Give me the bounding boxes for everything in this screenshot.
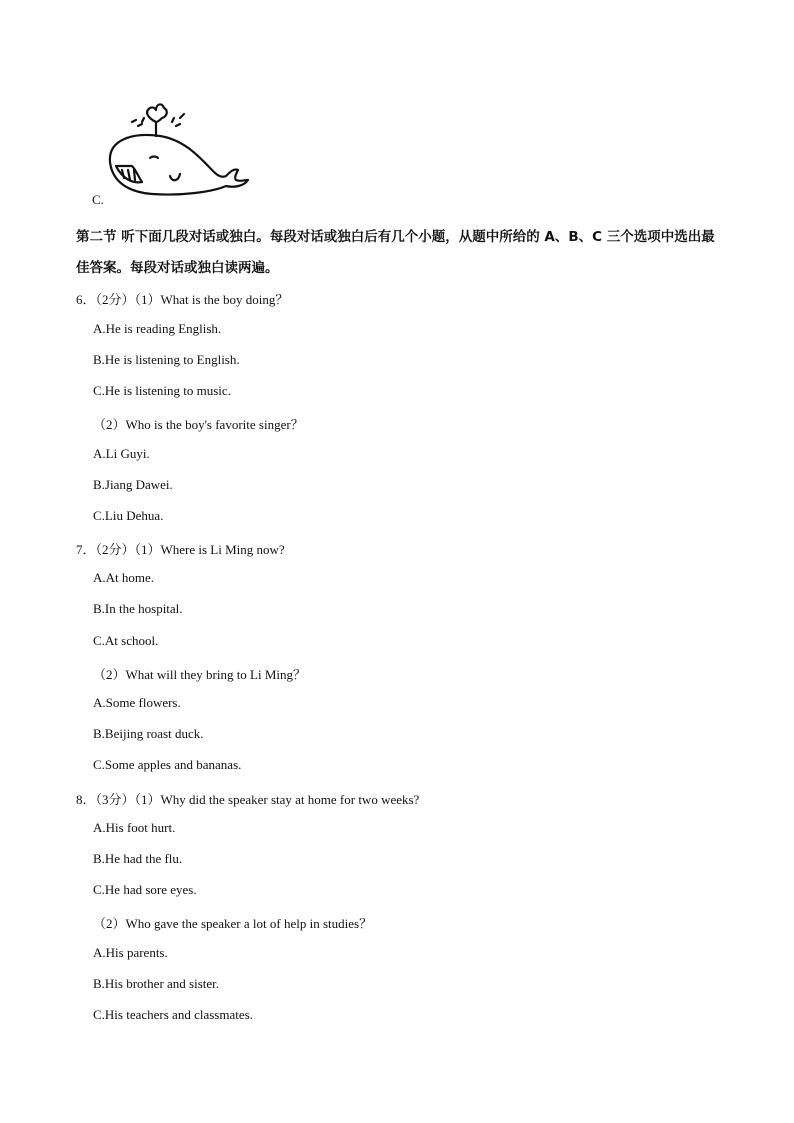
answer-option[interactable]: B.His brother and sister. [93,976,220,991]
answer-option[interactable]: A.His foot hurt. [93,820,176,835]
answer-option[interactable]: C.He is listening to music. [93,383,231,398]
answer-option[interactable]: B.He had the flu. [93,851,183,866]
answer-option[interactable]: B.Jiang Dawei. [93,477,173,492]
answer-option[interactable]: B.He is listening to English. [93,352,240,367]
question-stem: 8．（3分）（1）Why did the speaker stay at home for two weeks? [76,792,420,807]
answer-option[interactable]: B.Beijing roast duck. [93,726,204,741]
answer-option[interactable]: C.His teachers and classmates. [93,1007,253,1022]
whale-image-option [92,100,252,210]
question-stem: 6．（2分）（1）What is the boy doing？ [76,292,289,307]
sub-question: （2）What will they bring to Li Ming？ [93,667,307,682]
answer-option[interactable]: B.In the hospital. [93,601,183,616]
sub-question: （2）Who gave the speaker a lot of help in studies？ [93,916,373,931]
image-option-label: C. [92,192,104,207]
answer-option[interactable]: C.Some apples and bananas. [93,757,242,772]
answer-option[interactable]: A.His parents. [93,945,168,960]
section-instructions: 第二节 听下面几段对话或独白。每段对话或独白后有几个小题，从题中所给的 A、B、C 三个选项中选出最佳答案。每段对话或独白读两遍。 [76,229,715,276]
answer-option[interactable]: A.He is reading English. [93,321,222,336]
question-stem: 7．（2分）（1）Where is Li Ming now? [76,542,285,557]
sub-question: （2）Who is the boy's favorite singer？ [93,417,304,432]
answer-option[interactable]: A.Some flowers. [93,695,181,710]
answer-option[interactable]: A.At home. [93,570,155,585]
answer-option[interactable]: C.Liu Dehua. [93,508,164,523]
answer-option[interactable]: A.Li Guyi. [93,446,150,461]
answer-option[interactable]: C.At school. [93,633,159,648]
answer-option[interactable]: C.He had sore eyes. [93,882,197,897]
whale-icon [102,100,252,200]
